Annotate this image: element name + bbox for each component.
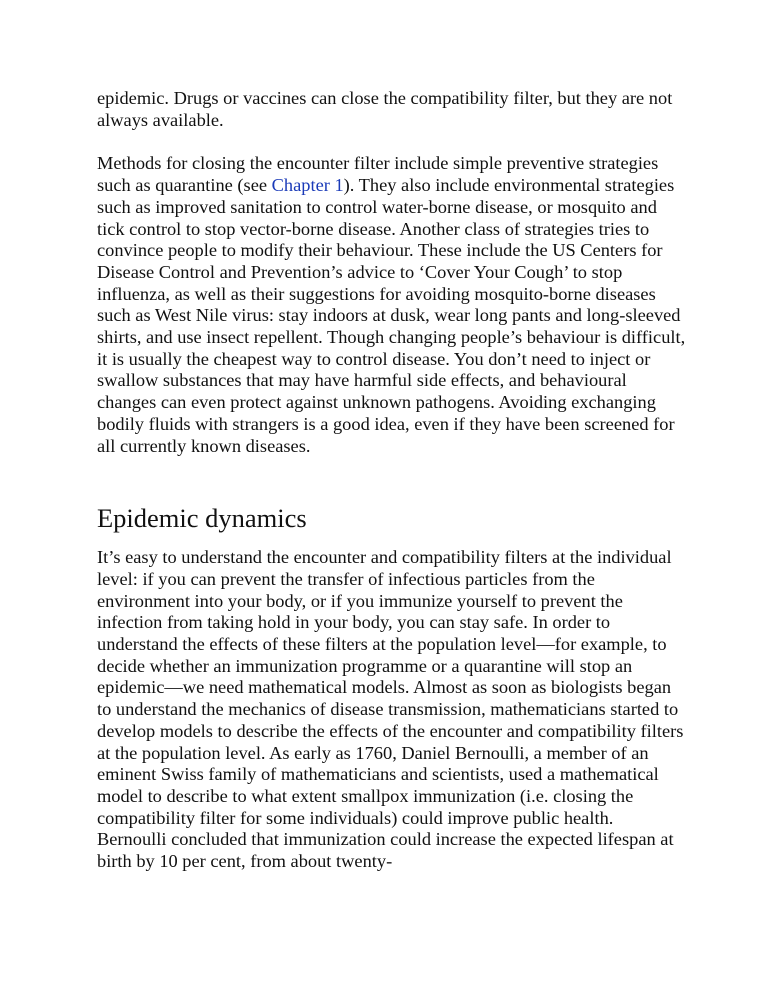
paragraph-epidemic: epidemic. Drugs or vaccines can close the compatibility filter, but they are not always available. bbox=[97, 88, 673, 130]
page-content bbox=[97, 88, 687, 873]
paragraph-encounter-filter bbox=[97, 153, 687, 457]
section-heading: Epidemic dynamics bbox=[97, 503, 307, 534]
chapter-1-link[interactable]: Chapter 1 bbox=[271, 175, 344, 196]
paragraph-epidemic-dynamics: It’s easy to understand the encounter and compatibility filters at the individual level: if you can prevent the transfer of infectious particles from the environment into your body, or if you immunize yourself to prevent the infection from taking hold in your body, you can stay safe. In order to understand the effects of these filters at the population level—for example, to decide whether an immunization programme or a quarantine will stop an epidemic—we need mathematical models. Almost as soon as biologists began to understand the mechanics of disease transmission, mathematicians started to develop models to describe the effects of the encounter and compatibility filters at the population level. As early as 1760, Daniel Bernoulli, a member of an eminent Swiss family of mathematicians and scientists, used a mathematical model to describe to what extent smallpox immunization (i.e. closing the compatibility filter for some individuals) could improve public health. Bernoulli concluded that immunization could increase the expected lifespan at birth by 10 per cent, from about twenty- bbox=[97, 547, 684, 872]
paragraph-encounter-filter-start: Methods for closing the encounter filter include simple preventive strategies such as quarantine (see bbox=[97, 153, 659, 196]
paragraph-encounter-filter-rest: ). They also include environmental strategies such as improved sanitation to control water-borne disease, or mosquito and tick control to stop vector-borne disease. Another class of strategies tries to convince people to modify their behaviour. These include the US Centers for Disease Control and Prevention’s advice to ‘Cover Your Cough’ to stop influenza, as well as their suggestions for avoiding mosquito-borne diseases such as West Nile virus: stay indoors at dusk, wear long pants and long-sleeved shirts, and use insect repellent. Though changing people’s behaviour is difficult, it is usually the cheapest way to control disease. You don’t need to inject or swallow substances that may have harmful side effects, and behavioural changes can even protect against unknown pathogens. Avoiding exchanging bodily fluids with strangers is a good idea, even if they have been screened for all currently known diseases. bbox=[97, 175, 686, 456]
